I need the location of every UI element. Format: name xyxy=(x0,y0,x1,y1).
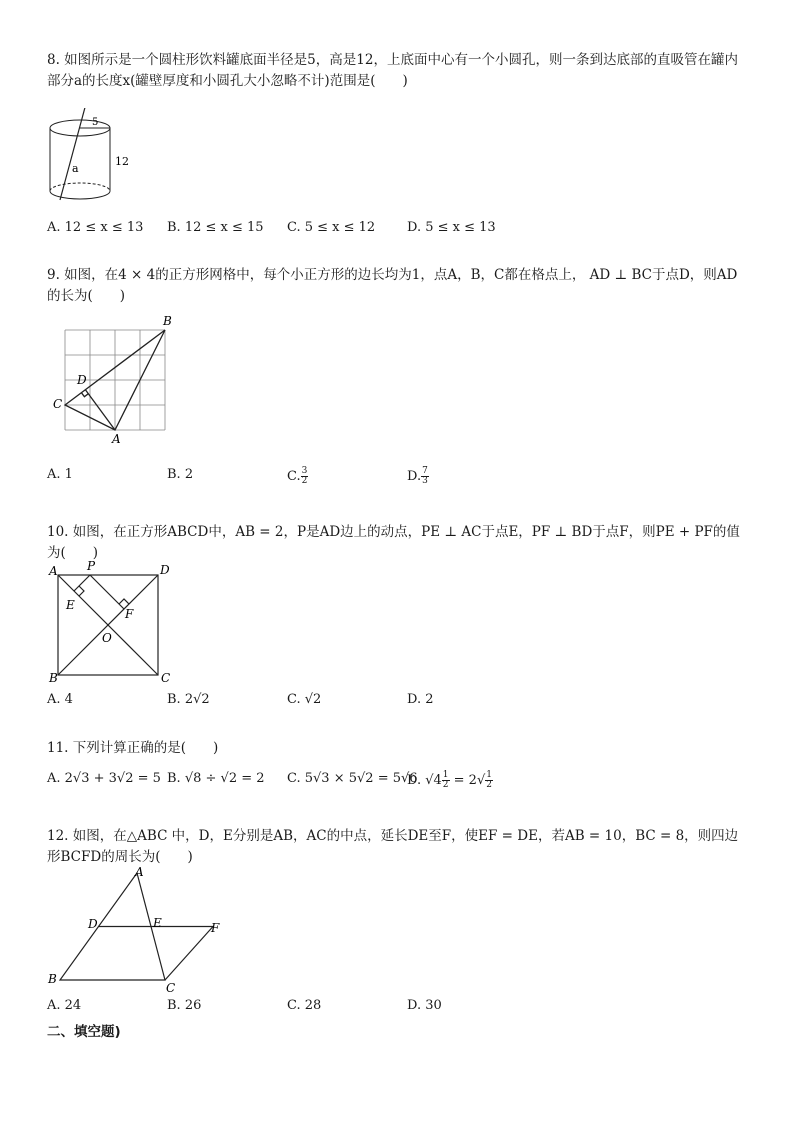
option-d-lead: D. √4 xyxy=(407,773,442,788)
vertex-c-label: C xyxy=(161,671,171,685)
fraction: $\frac{3}{2}$ xyxy=(301,466,308,486)
option-c[interactable]: C. 5 ≤ x ≤ 12 xyxy=(287,220,376,235)
option-d-rhs: = 2 xyxy=(453,773,477,788)
cylinder-figure xyxy=(45,108,140,208)
section-title: 二、填空题) xyxy=(47,1024,121,1040)
option-d[interactable]: D. 30 xyxy=(407,998,442,1013)
option-a[interactable]: A. 4 xyxy=(47,692,73,707)
option-d[interactable]: D. 2 xyxy=(407,692,434,707)
option-b[interactable]: B. √8 ÷ √2 = 2 xyxy=(167,771,265,786)
point-d-label: D xyxy=(77,373,87,387)
question-9-options xyxy=(47,467,747,487)
sqrt-sign: √ xyxy=(476,773,486,788)
question-8-options xyxy=(47,220,747,240)
height-label: 12 xyxy=(115,155,129,168)
triangle-figure xyxy=(45,865,230,995)
option-b[interactable]: B. 2 xyxy=(167,467,194,482)
option-b[interactable]: B. 26 xyxy=(167,998,202,1013)
vertex-b-label: B xyxy=(49,671,58,685)
option-c[interactable]: C. √2 xyxy=(287,692,322,707)
vertex-a-label: A xyxy=(135,865,144,879)
option-a[interactable]: A. 24 xyxy=(47,998,82,1013)
option-b[interactable]: B. 2√2 xyxy=(167,692,210,707)
option-d-letter: D. xyxy=(407,469,422,484)
fraction: $\frac{1}{2}$ xyxy=(486,770,492,790)
option-c[interactable]: C. 28 xyxy=(287,998,322,1013)
point-o-label: O xyxy=(102,631,112,645)
question-9-text: 9. 如图，在4 × 4的正方形网格中，每个小正方形的边长均为1，点A，B，C都在格点上， AD ⊥ BC于点D，则AD的长为( ) xyxy=(47,267,738,304)
question-8-text: 8. 如图所示是一个圆柱形饮料罐底面半径是5，高是12，上底面中心有一个小圆孔，则一条到达底部的直吸管在罐内部分a的长度x(罐壁厚度和小圆孔大小忽略不计)范围是( ) xyxy=(47,52,738,89)
point-f-label: F xyxy=(211,921,220,935)
point-p-label: P xyxy=(87,559,96,573)
question-10-options xyxy=(47,692,747,712)
question-11-options xyxy=(47,771,747,791)
point-b-label: B xyxy=(163,314,172,328)
question-12-text: 12. 如图，在△ABC 中，D，E分别是AB，AC的中点，延长DE至F，使EF = DE，若AB = 10，BC = 8，则四边形BCFD的周长为( ) xyxy=(47,828,739,865)
fraction: $\frac{1}{2}$ xyxy=(442,770,449,790)
square-figure xyxy=(45,558,180,688)
option-a[interactable]: A. 12 ≤ x ≤ 13 xyxy=(47,220,144,235)
question-10-text: 10. 如图，在正方形ABCD中，AB = 2，P是AD边上的动点，PE ⊥ AC于点E，PF ⊥ BD于点F，则PE + PF的值为( ) xyxy=(47,524,740,561)
radius-label: 5 xyxy=(92,117,99,128)
option-c[interactable] xyxy=(287,467,308,486)
option-c[interactable]: C. 5√3 × 5√2 = 5√6 xyxy=(287,771,418,786)
point-e-label: E xyxy=(153,916,162,930)
option-d[interactable] xyxy=(407,467,429,486)
option-d[interactable]: D. 5 ≤ x ≤ 13 xyxy=(407,220,496,235)
vertex-c-label: C xyxy=(166,981,176,995)
straw-label: a xyxy=(72,162,79,175)
vertex-a-label: A xyxy=(49,564,58,578)
grid-figure xyxy=(45,310,185,450)
vertex-d-label: D xyxy=(160,563,170,577)
option-a[interactable]: A. 2√3 + 3√2 = 5 xyxy=(47,771,161,786)
point-c-label: C xyxy=(53,397,63,411)
point-d-label: D xyxy=(88,917,98,931)
vertex-b-label: B xyxy=(48,972,57,986)
option-a[interactable]: A. 1 xyxy=(47,467,73,482)
option-b[interactable]: B. 12 ≤ x ≤ 15 xyxy=(167,220,264,235)
option-d[interactable] xyxy=(407,771,493,790)
question-11-text: 11. 下列计算正确的是( ) xyxy=(47,740,219,756)
fraction: $\frac{7}{3}$ xyxy=(422,466,428,486)
point-f-label: F xyxy=(125,607,134,621)
question-12-options xyxy=(47,998,747,1018)
point-e-label: E xyxy=(66,598,75,612)
point-a-label: A xyxy=(112,432,121,446)
option-c-letter: C. xyxy=(287,469,301,484)
